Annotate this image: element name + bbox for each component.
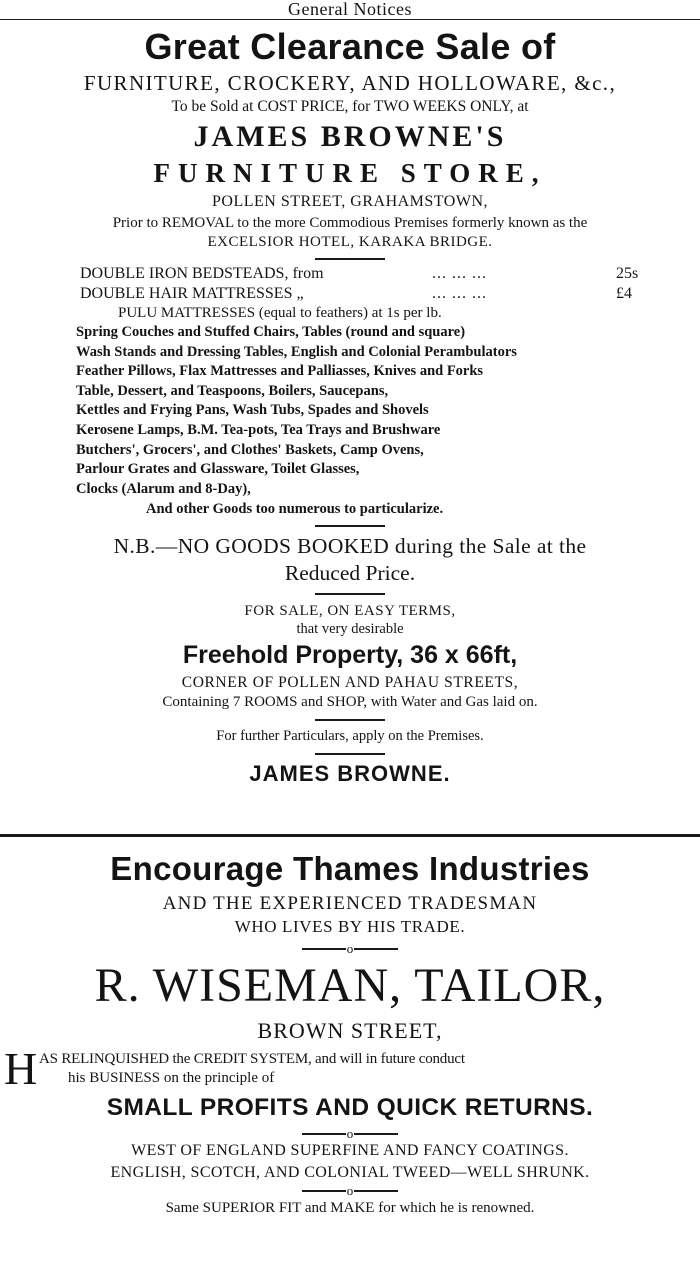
browne-store-name: JAMES BROWNE'S xyxy=(193,120,507,153)
wiseman-name: R. WISEMAN, TAILOR, xyxy=(94,959,606,1012)
browne-removal-line-2: EXCELSIOR HOTEL, KARAKA BRIDGE. xyxy=(207,234,493,250)
ornament-line xyxy=(302,1190,346,1192)
ornament-divider xyxy=(0,942,700,956)
ornament-circle: o xyxy=(346,1183,354,1198)
divider-rule xyxy=(315,525,385,527)
ornament-divider xyxy=(0,1185,700,1197)
for-sale-line: FOR SALE, ON EASY TERMS, xyxy=(244,603,456,620)
price-dots: ... ... ... xyxy=(432,285,487,302)
section-header xyxy=(0,0,700,22)
list-item: Feather Pillows, Flax Mattresses and Palliasses, Knives and Forks xyxy=(76,363,484,380)
ornament-divider xyxy=(0,1128,700,1140)
list-item: Table, Dessert, and Teaspoons, Boilers, Saucepans, xyxy=(76,382,389,399)
divider-rule xyxy=(315,593,385,595)
list-item: Spring Couches and Stuffed Chairs, Tables (round and square) xyxy=(76,324,466,340)
wiseman-body xyxy=(0,1043,700,1094)
browne-address: POLLEN STREET, GRAHAMSTOWN, xyxy=(211,193,488,210)
browne-advertisement xyxy=(0,24,700,788)
browne-headline: Great Clearance Sale of xyxy=(144,26,556,67)
containing-line: Containing 7 ROOMS and SHOP, with Water and Gas laid on. xyxy=(162,694,538,711)
wiseman-advertisement xyxy=(0,846,700,1219)
particulars-line: For further Particulars, apply on the Premises. xyxy=(216,728,484,745)
divider-rule xyxy=(315,719,385,721)
browne-removal-line-1: Prior to REMOVAL to the more Commodious Premises formerly known as the xyxy=(112,215,588,231)
list-item: Wash Stands and Dressing Tables, English and Colonial Perambulators xyxy=(76,343,517,360)
ornament-line xyxy=(354,948,398,950)
wiseman-motto: SMALL PROFITS AND QUICK RETURNS. xyxy=(106,1094,594,1121)
ornament-line xyxy=(354,1190,398,1192)
list-item: Kerosene Lamps, B.M. Tea-pots, Tea Trays and Brushware xyxy=(76,421,441,438)
ornament-line xyxy=(354,1133,398,1135)
price-value: 25s xyxy=(616,265,639,282)
drop-cap: H xyxy=(4,1043,38,1094)
other-goods-line: And other Goods too numerous to particularize. xyxy=(146,501,444,518)
nb-line-1: N.B.—NO GOODS BOOKED during the Sale at the xyxy=(113,534,587,559)
ornament-line xyxy=(302,1133,346,1135)
price-item: DOUBLE HAIR MATTRESSES „ xyxy=(80,285,304,302)
ornament-line xyxy=(302,948,346,950)
wiseman-sub-line-2: WHO LIVES BY HIS TRADE. xyxy=(234,917,466,936)
list-item: Parlour Grates and Glassware, Toilet Glasses, xyxy=(76,461,360,478)
section-separator xyxy=(0,834,700,837)
wiseman-street: BROWN STREET, xyxy=(257,1018,443,1043)
corner-line: CORNER OF POLLEN AND PAHAU STREETS, xyxy=(181,674,519,692)
price-list xyxy=(80,264,700,304)
price-row xyxy=(80,264,700,284)
price-row xyxy=(80,284,700,304)
list-item: Clocks (Alarum and 8-Day), xyxy=(76,480,251,497)
browne-subhead: FURNITURE, CROCKERY, AND HOLLOWARE, &c., xyxy=(83,71,617,95)
browne-signature: JAMES BROWNE. xyxy=(249,761,451,787)
ornament-circle: o xyxy=(346,1126,354,1141)
list-item: Kettles and Frying Pans, Wash Tubs, Spades and Shovels xyxy=(76,402,429,419)
price-dots: ... ... ... xyxy=(432,265,487,282)
page-title: General Notices xyxy=(288,0,412,19)
pulu-line: PULU MATTRESSES (equal to feathers) at 1s per lb. xyxy=(118,305,442,321)
wiseman-sub-line-1: AND THE EXPERIENCED TRADESMAN xyxy=(162,893,538,914)
price-item: DOUBLE IRON BEDSTEADS, from xyxy=(80,265,324,282)
wiseman-closing: Same SUPERIOR FIT and MAKE for which he is renowned. xyxy=(165,1200,535,1216)
property-headline: Freehold Property, 36 x 66ft, xyxy=(182,641,518,670)
price-value: £4 xyxy=(616,285,632,302)
nb-line-2: Reduced Price. xyxy=(284,561,416,586)
coatings-line-2: ENGLISH, SCOTCH, AND COLONIAL TWEED—WELL SHRUNK. xyxy=(110,1164,590,1181)
ornament-circle: o xyxy=(346,941,354,956)
list-item: Butchers', Grocers', and Clothes' Baskets, Camp Ovens, xyxy=(76,441,424,458)
browne-terms: To be Sold at COST PRICE, for TWO WEEKS ONLY, at xyxy=(171,98,529,115)
header-rule xyxy=(0,19,700,20)
goods-list xyxy=(76,323,700,499)
wiseman-headline: Encourage Thames Industries xyxy=(110,850,590,887)
browne-store-title: FURNITURE STORE, xyxy=(153,158,547,188)
coatings-line-1: WEST OF ENGLAND SUPERFINE AND FANCY COATINGS. xyxy=(131,1142,569,1159)
divider-rule xyxy=(315,258,385,260)
wiseman-body-line-2: his BUSINESS on the principle of xyxy=(68,1070,275,1086)
divider-rule xyxy=(315,753,385,755)
desirable-line: that very desirable xyxy=(296,621,404,638)
wiseman-body-line-1: AS RELINQUISHED the CREDIT SYSTEM, and will in future conduct xyxy=(39,1051,465,1067)
